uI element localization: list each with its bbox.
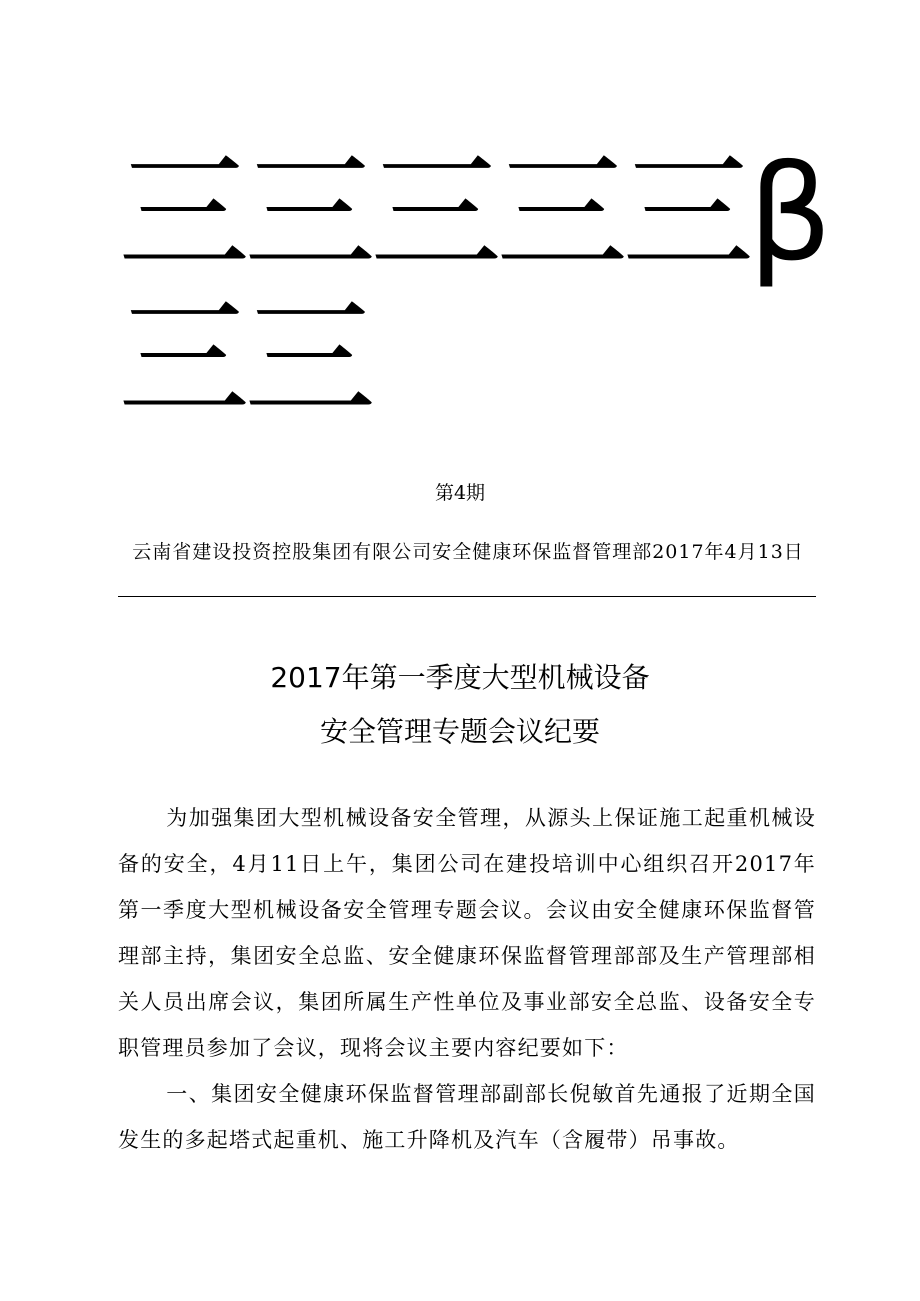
masthead-line-1: 三三三三三β (118, 137, 827, 291)
document-body (118, 795, 816, 1163)
publisher-date-line: 云南省建设投资控股集团有限公司安全健康环保监督管理部2017年4月13日 (132, 541, 804, 563)
header-divider (118, 596, 816, 597)
masthead-line-2: 三三 (118, 283, 370, 437)
document-title-line-2: 安全管理专题会议纪要 (319, 715, 600, 748)
body-paragraph-2: 一、集团安全健康环保监督管理部副部长倪敏首先通报了近期全国发生的多起塔式起重机、施工升降机及汽车（含履带）吊事故。 (118, 1082, 816, 1152)
issue-number: 第4期 (434, 482, 486, 504)
body-paragraph-1: 为加强集团大型机械设备安全管理，从源头上保证施工起重机械设备的安全，4月11日上午，集团公司在建投培训中心组织召开2017年第一季度大型机械设备安全管理专题会议。会议由安全健康环保监督管理部主持，集团安全总监、安全健康环保监督管理部部及生产管理部相关人员出席会议，集团所属生产性单位及事业部安全总监、设备安全专职管理员参加了会议，现将会议主要内容纪要如下： (118, 806, 816, 1060)
document-title-line-1: 2017年第一季度大型机械设备 (270, 661, 650, 694)
